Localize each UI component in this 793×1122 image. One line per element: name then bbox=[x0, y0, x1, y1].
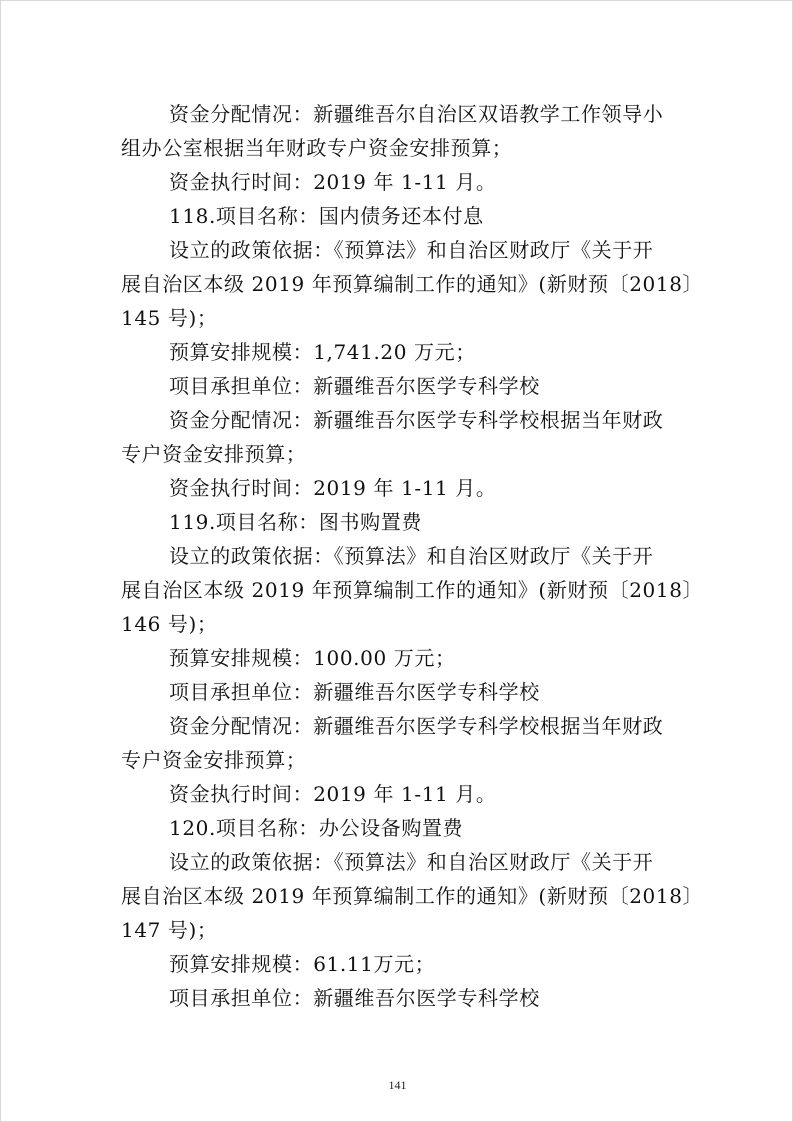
body-line: 146 号)； bbox=[121, 612, 218, 636]
body-line: 设立的政策依据：《预算法》和自治区财政厅《关于开 bbox=[169, 850, 654, 874]
body-line: 设立的政策依据：《预算法》和自治区财政厅《关于开 bbox=[169, 238, 654, 262]
body-line: 展自治区本级 2019 年预算编制工作的通知》(新财预〔2018〕 bbox=[121, 272, 704, 296]
body-line: 专户资金安排预算； bbox=[121, 442, 307, 466]
body-line: 预算安排规模：61.11万元； bbox=[169, 952, 436, 976]
body-line: 设立的政策依据：《预算法》和自治区财政厅《关于开 bbox=[169, 544, 654, 568]
body-line: 资金执行时间：2019 年 1-11 月。 bbox=[169, 170, 497, 194]
body-line: 组办公室根据当年财政专户资金安排预算； bbox=[121, 136, 513, 160]
body-line: 资金执行时间：2019 年 1-11 月。 bbox=[169, 782, 497, 806]
body-line: 资金分配情况：新疆维吾尔医学专科学校根据当年财政 bbox=[169, 408, 664, 432]
body-line: 资金执行时间：2019 年 1-11 月。 bbox=[169, 476, 497, 500]
body-line: 展自治区本级 2019 年预算编制工作的通知》(新财预〔2018〕 bbox=[121, 884, 704, 908]
body-line: 项目承担单位：新疆维吾尔医学专科学校 bbox=[169, 986, 540, 1010]
body-line: 项目承担单位：新疆维吾尔医学专科学校 bbox=[169, 680, 540, 704]
document-body bbox=[121, 97, 704, 1015]
body-line: 预算安排规模：1,741.20 万元； bbox=[169, 340, 476, 364]
page-number: 141 bbox=[388, 1078, 407, 1092]
body-line: 120.项目名称：办公设备购置费 bbox=[169, 816, 464, 840]
body-line: 118.项目名称：国内债务还本付息 bbox=[169, 204, 484, 228]
body-line: 119.项目名称：图书购置费 bbox=[169, 510, 422, 534]
body-line: 147 号)； bbox=[121, 918, 218, 942]
body-line: 预算安排规模：100.00 万元； bbox=[169, 646, 456, 670]
body-line: 项目承担单位：新疆维吾尔医学专科学校 bbox=[169, 374, 540, 398]
body-line: 专户资金安排预算； bbox=[121, 748, 307, 772]
body-line: 145 号)； bbox=[121, 306, 218, 330]
body-line: 展自治区本级 2019 年预算编制工作的通知》(新财预〔2018〕 bbox=[121, 578, 704, 602]
body-line: 资金分配情况：新疆维吾尔医学专科学校根据当年财政 bbox=[169, 714, 664, 738]
body-line: 资金分配情况：新疆维吾尔自治区双语教学工作领导小 bbox=[169, 102, 664, 126]
